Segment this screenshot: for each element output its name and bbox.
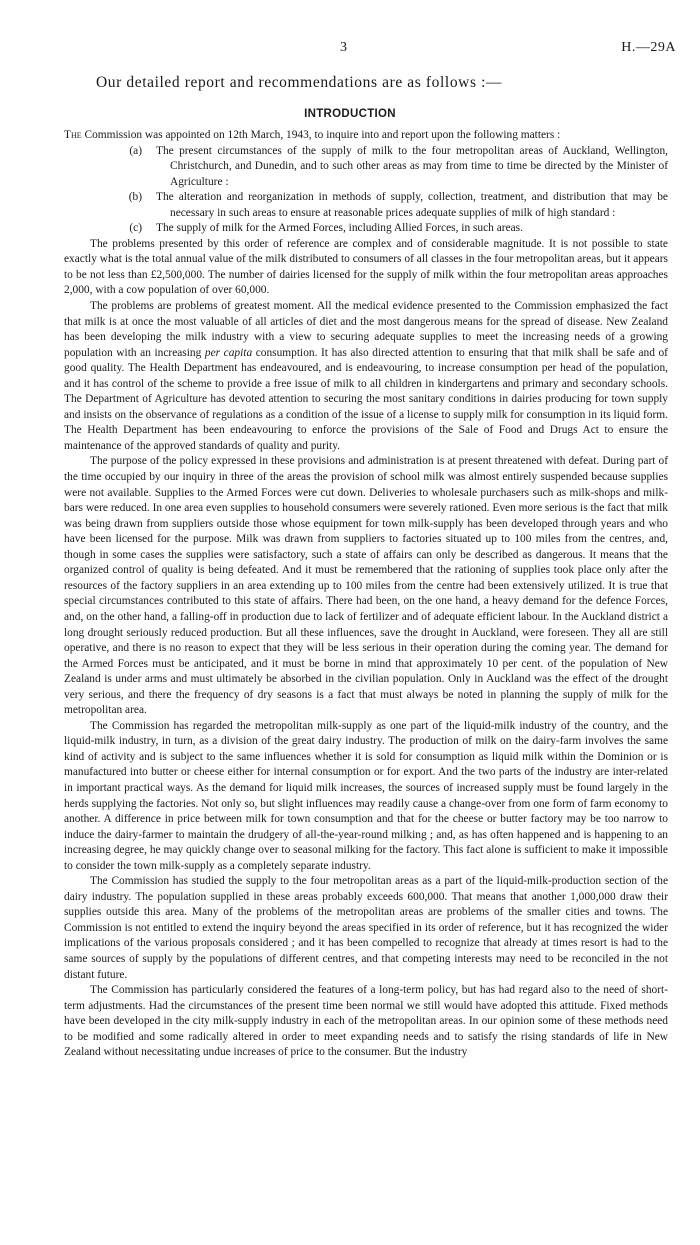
body-text <box>64 128 668 1061</box>
list-item <box>64 221 668 237</box>
paragraph: The Commission has regarded the metropolitan milk-supply as one part of the liquid-milk industry of the country, and the liquid-milk industry, in turn, as a division of the great dairy industry. The production of milk on the dairy-farm involves the same kind of activity and is subject to the same influences whether it is sold for consumption as liquid milk within the Dominion or is manufactured into butter or cheese either for internal consumption or for export. And the two parts of the industry are inter-related in important practical ways. As the demand for liquid milk increases, the sources of increased supply must be found largely in the herds supplying the factories. Not only so, but slight influences may readily cause a change-over from one form of farm economy to another. A difference in price between milk for town consumption and that for the cheese or butter factory may be too narrow to induce the dairy-farmer to maintain the drudgery of all-the-year-round milking ; and, as has often happened and is happening to an increasing degree, he may quickly change over to seasonal milking for the factory. This fact alone is sufficient to make it impossible to consider the town milk-supply as a completely separate industry. <box>64 719 668 872</box>
list-item-marker: (a) <box>129 144 142 157</box>
list-item-text: The present circumstances of the supply of milk to the four metropolitan areas of Auckland, Wellington, Christchurch, and Dunedin, and to such other areas as may from time to time be directed by the Minister of Agriculture : <box>156 144 668 188</box>
list-item-text: The supply of milk for the Armed Forces, including Allied Forces, in such areas. <box>156 222 523 235</box>
lead-sentence: Our detailed report and recommendations are as follows :— <box>96 74 503 91</box>
list-item <box>64 144 668 191</box>
section-heading: INTRODUCTION <box>304 108 396 120</box>
list-item-marker: (c) <box>129 222 142 235</box>
intro-lead-word: The <box>64 129 82 141</box>
order-of-reference-list <box>64 144 668 237</box>
paragraph: The Commission has particularly considered the features of a long-term policy, but has had regard also to the need of short-term adjustments. Had the circumstances of the present time been normal we still would have adopted this attitude. Fixed methods have been developed in the city milk-supply industry in each of the metropolitan areas. In our opinion some of these methods need to be modified and some radically altered in order to meet expanding needs and to satisfy the rising standards of life in New Zealand without necessitating undue increases of price to the consumer. But the industry <box>64 984 668 1059</box>
paragraph-text: The problems are problems of greatest moment. All the medical evidence presented to the Commission emphasized the fact that milk is at once the most valuable of all articles of diet and the most dangerous means for the spread of disease. New Zealand has been developing the milk industry with a view to securing adequate supplies to meet the increasing needs of a growing population with an increasing <box>64 300 668 359</box>
list-item-text: The alteration and reorganization in methods of supply, collection, treatment, and distribution that may be necessary in such areas to ensure at reasonable prices adequate supplies of milk of high standard : <box>156 191 668 219</box>
paragraph <box>64 299 668 454</box>
list-item <box>64 190 668 221</box>
paragraph: The purpose of the policy expressed in these provisions and administration is at present threatened with defeat. During part of the time occupied by our inquiry in three of the areas the provision of school milk was almost entirely suspended because supplies were not available. Supplies to the Armed Forces were cut down. Deliveries to wholesale purchasers such as milk-shops and milk-bars were reduced. In one area even supplies to household consumers were severely rationed. Even more serious is the fact that milk was being drawn from suppliers outside those whose equipment for town milk-supply has been developed through years and who have been licensed for the purpose. Milk was drawn from suppliers to factories situated up to 100 miles from the centres, and, though in some cases the supplies were satisfactory, such a state of affairs can only be described as dangerous. It means that the organized control of quality is being defeated. And it must be remembered that the rationing of supplies took place only after the resources of the factory suppliers in an area extending up to 100 miles from the centre had been extensively utilized. It is true that special circumstances contributed to this state of affairs. There had been, on the one hand, a heavy demand for the defence Forces, and, on the other hand, a falling-off in production due to lack of fertilizer and of adequate efficient labour. In the Auckland district a long drought seriously reduced production. But all these influences, save the drought in Auckland, were foreseen. They all are still operative, and there is no reason to expect that they will be less serious in their operation during the coming year. The demand for the Armed Forces must be anticipated, and it must be borne in mind that approximately 10 per cent. of the population of New Zealand is under arms and must ultimately be absorbed in the civilian population. Only in Auckland was the effect of the drought very serious, and there the frequency of dry seasons is a fact that must always be noted in planning the supply of milk for the metropolitan area. <box>64 455 668 717</box>
emphasis: per capita <box>204 346 253 359</box>
page-header <box>0 40 700 60</box>
paragraph-text: consumption. It has also directed attention to ensuring that that milk shall be safe and of good quality. The Health Department has endeavoured, and is endeavouring, to increase consumption per head of the population, and it has control of the scheme to provide a free issue of milk to all children in kindergartens and primary and secondary schools. The Department of Agriculture has devoted attention to securing the most sanitary conditions in dairies producing for town supply and insists on the observance of regulations as a condition of the issue of a license to supply milk for consumption in its liquid form. The Health Department has been endeavouring to enforce the provisions of the Sale of Food and Drugs Act to ensure the maintenance of the approved standards of quality and purity. <box>64 346 668 452</box>
paragraph: The problems presented by this order of reference are complex and of considerable magnitude. It is not possible to state exactly what is the total annual value of the milk distributed to consumers of all classes in the four metropolitan areas, but it appears to be not less than £2,500,000. The number of dairies licensed for the supply of milk within the four metropolitan areas approaches 2,000, with a cow population of over 60,000. <box>64 237 668 297</box>
paragraph: The Commission has studied the supply to the four metropolitan areas as a part of the liquid-milk-production section of the dairy industry. The population supplied in these areas probably exceeds 600,000. That means that another 1,000,000 draw their supplies outside this area. Many of the problems of the metropolitan areas are problems of the smaller cities and towns. The Commission is not entitled to extend the inquiry beyond the areas specified in its order of reference, but it has recognized the wider implications of the various proposals considered ; and it has been compelled to recognize that already at times resort is had to the same sources of supply by the populations of different centres, and that competing interests may need to be reconciled in the not distant future. <box>64 875 668 981</box>
intro-paragraph <box>64 128 668 144</box>
list-item-marker: (b) <box>128 191 142 204</box>
document-reference: H.—29A <box>621 40 676 55</box>
intro-text: Commission was appointed on 12th March, 1943, to inquire into and report upon the following matters : <box>84 129 561 141</box>
page-number: 3 <box>340 40 347 55</box>
